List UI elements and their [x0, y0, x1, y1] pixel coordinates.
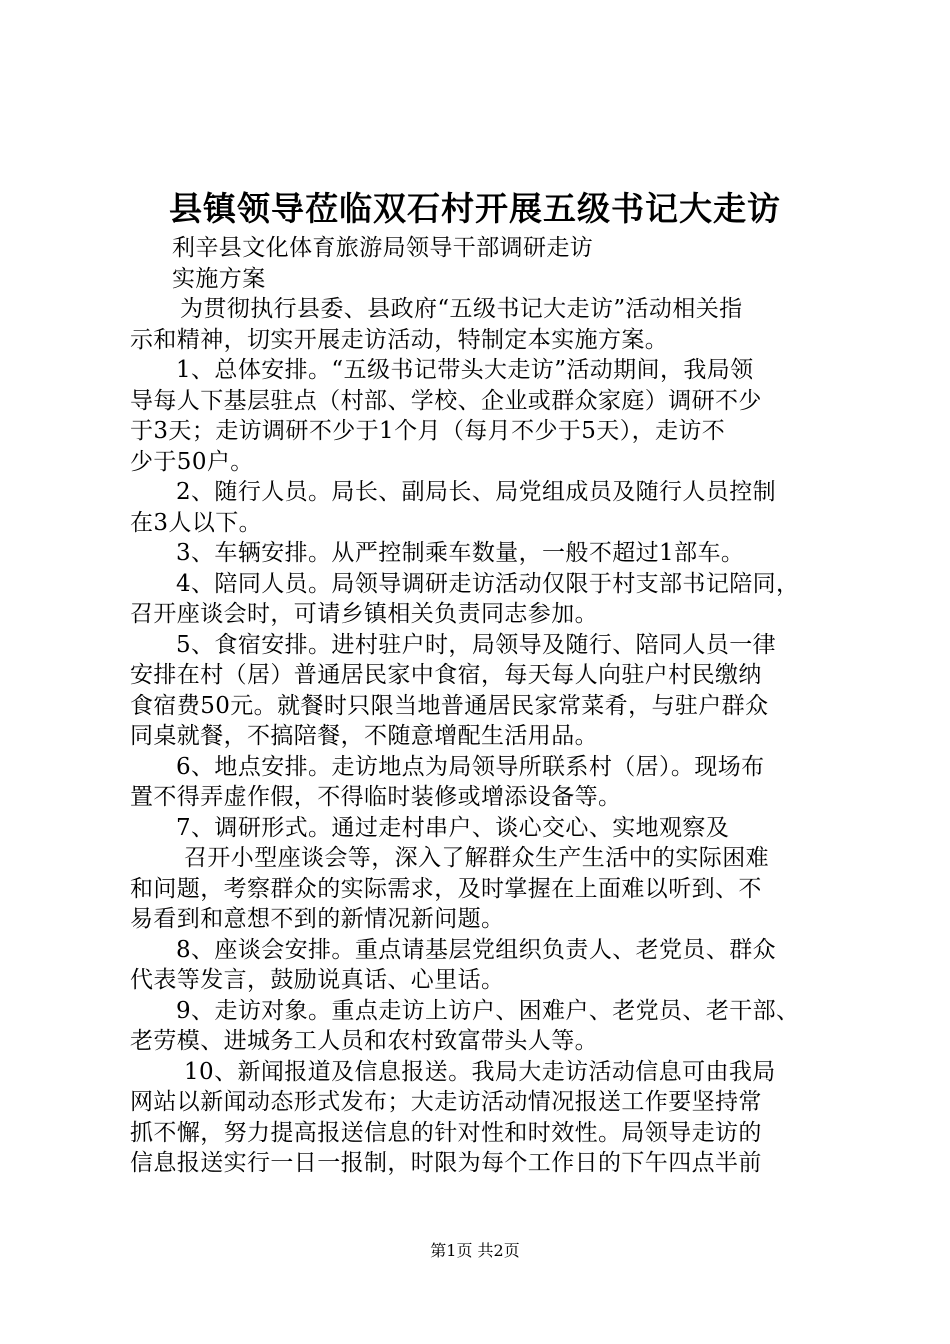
body-line: 抓不懈，努力提高报送信息的针对性和时效性。局领导走访的 [130, 1119, 762, 1146]
body-line: 6、地点安排。走访地点为局领导所联系村（居）。现场布 [176, 753, 765, 780]
body-line: 1、总体安排。“五级书记带头大走访”活动期间，我局领 [176, 357, 754, 383]
body-line: 7、调研形式。通过走村串户、谈心交心、实地观察及 [176, 814, 730, 841]
body-line: 2、随行人员。局长、副局长、局党组成员及随行人员控制 [176, 479, 777, 505]
body-line: 安排在村（居）普通居民家中食宿，每天每人向驻户村民缴纳 [130, 662, 762, 688]
body-line: 3、车辆安排。从严控制乘车数量，一般不超过1部车。 [176, 540, 745, 566]
body-line: 召开小型座谈会等，深入了解群众生产生活中的实际困难 [184, 845, 769, 871]
body-line: 导每人下基层驻点（村部、学校、企业或群众家庭）调研不少 [130, 387, 762, 414]
body-line: 信息报送实行一日一报制，时限为每个工作日的下午四点半前 [130, 1150, 762, 1176]
body-line: 同桌就餐，不搞陪餐，不随意增配生活用品。 [130, 723, 598, 749]
body-line: 易看到和意想不到的新情况新问题。 [130, 906, 505, 932]
body-line: 在3人以下。 [130, 509, 263, 536]
body-line: 老劳模、进城务工人员和农村致富带头人等。 [130, 1028, 598, 1054]
body-line: 10、新闻报道及信息报送。我局大走访活动信息可由我局 [184, 1058, 776, 1085]
page-footer: 第1页 共2页 [430, 1241, 520, 1260]
body-line: 8、座谈会安排。重点请基层党组织负责人、老党员、群众 [176, 936, 777, 963]
body-line: 于3天；走访调研不少于1个月（每月不少于5天），走访不 [130, 418, 726, 444]
body-line: 召开座谈会时，可请乡镇相关负责同志参加。 [130, 601, 598, 627]
body-line: 置不得弄虚作假，不得临时装修或增添设备等。 [130, 784, 622, 810]
body-line: 利辛县文化体育旅游局领导干部调研走访 [172, 235, 594, 261]
body-line: 和问题，考察群众的实际需求，及时掌握在上面难以听到、不 [130, 875, 762, 902]
body-line: 4、陪同人员。局领导调研走访活动仅限于村支部书记陪同， [176, 570, 800, 597]
document-body [130, 233, 830, 1179]
body-line: 为贯彻执行县委、县政府“五级书记大走访”活动相关指 [180, 296, 743, 322]
body-line: 实施方案 [172, 265, 266, 292]
body-line: 代表等发言，鼓励说真话、心里话。 [130, 967, 505, 993]
document-title: 县镇领导莅临双石村开展五级书记大走访 [169, 189, 781, 228]
body-line: 5、食宿安排。进村驻户时，局领导及随行、陪同人员一律 [176, 631, 777, 658]
body-line: 少于50户。 [130, 448, 254, 475]
body-line: 示和精神，切实开展走访活动，特制定本实施方案。 [130, 326, 669, 353]
body-line: 食宿费50元。就餐时只限当地普通居民家常菜肴，与驻户群众 [130, 692, 769, 719]
body-line: 网站以新闻动态形式发布；大走访活动情况报送工作要坚持常 [130, 1089, 762, 1115]
body-line: 9、走访对象。重点走访上访户、困难户、老党员、老干部、 [176, 997, 800, 1024]
